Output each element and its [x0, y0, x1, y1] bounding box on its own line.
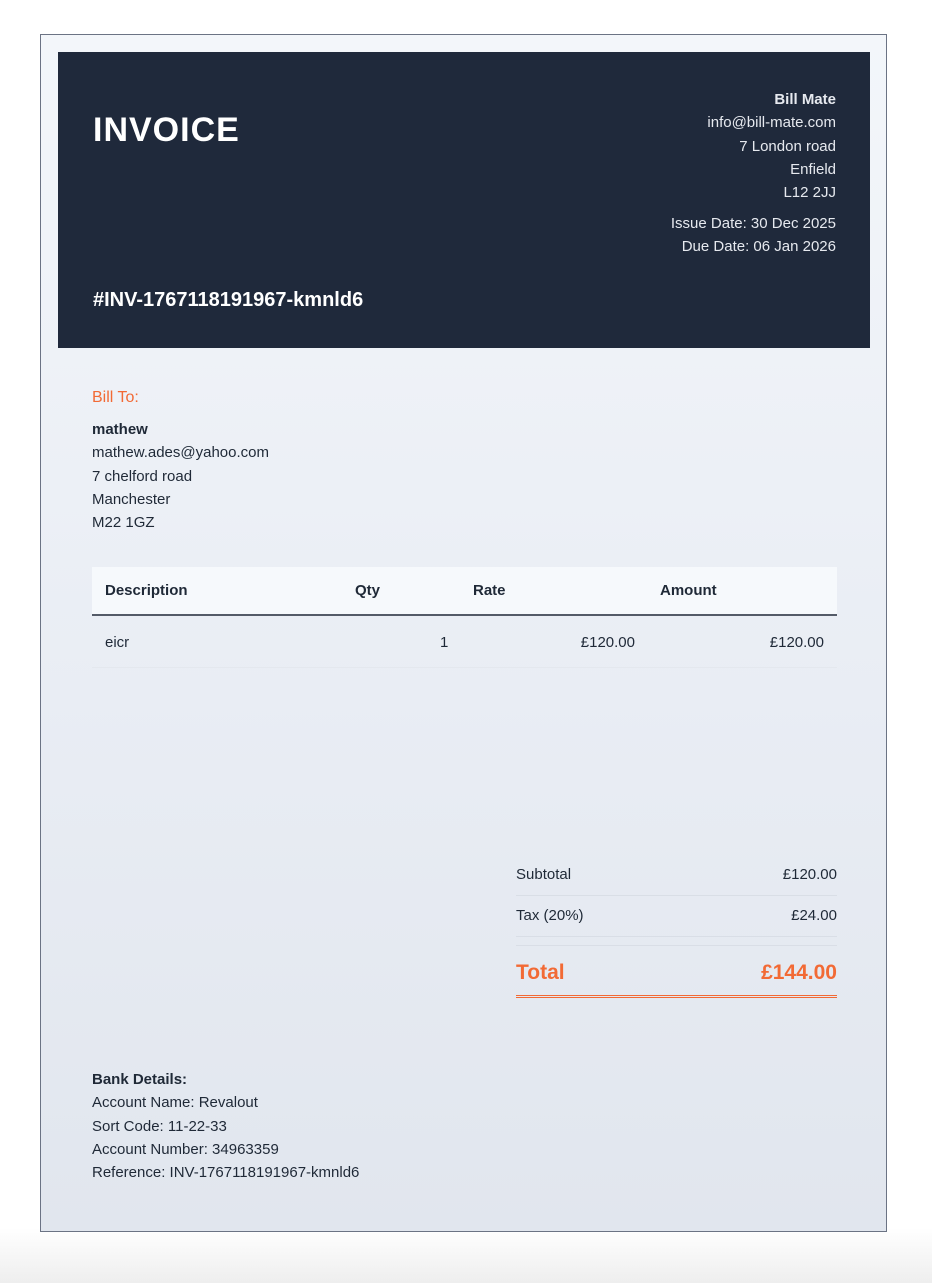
row-qty: 1 — [440, 634, 449, 651]
bill-to-label: Bill To: — [92, 389, 139, 406]
company-name: Bill Mate — [774, 91, 836, 108]
total-label: Total — [516, 961, 565, 984]
header-rate: Rate — [473, 582, 506, 599]
row-rate: £120.00 — [580, 634, 635, 651]
line-items-table — [92, 567, 837, 668]
company-address: 7 London road — [739, 137, 836, 155]
bank-reference: Reference: INV-1767118191967-kmnld6 — [92, 1164, 360, 1182]
bank-account-name: Account Name: Revalout — [92, 1094, 258, 1112]
invoice-header — [58, 52, 870, 348]
total-row — [516, 946, 837, 998]
company-city: Enfield — [790, 160, 836, 178]
bank-account-number: Account Number: 34963359 — [92, 1140, 279, 1158]
bill-to-details — [92, 418, 269, 534]
client-postcode: M22 1GZ — [92, 514, 155, 532]
row-amount: £120.00 — [769, 634, 824, 651]
header-amount: Amount — [660, 582, 717, 599]
subtotal-value: £120.00 — [782, 866, 837, 883]
bank-sort-code: Sort Code: 11-22-33 — [92, 1117, 227, 1135]
client-city: Manchester — [92, 490, 171, 508]
invoice-page — [40, 34, 887, 1232]
company-email: info@bill-mate.com — [707, 114, 836, 132]
issue-date: Issue Date: 30 Dec 2025 — [670, 215, 836, 232]
header-qty: Qty — [355, 582, 381, 599]
client-email: mathew.ades@yahoo.com — [92, 444, 269, 462]
tax-value: £24.00 — [791, 907, 837, 924]
tax-row — [516, 896, 837, 937]
due-date: Due Date: 06 Jan 2026 — [681, 238, 836, 255]
window-bottom-shadow — [0, 1228, 932, 1283]
subtotal-row — [516, 855, 837, 896]
bank-details-title: Bank Details: — [92, 1071, 188, 1088]
row-description: eicr — [105, 634, 130, 651]
header-description: Description — [105, 582, 188, 599]
totals-section — [516, 855, 837, 998]
invoice-number: #INV-1767118191967-kmnld6 — [93, 289, 364, 311]
total-value: £144.00 — [761, 961, 837, 984]
table-header — [92, 567, 837, 616]
company-details — [707, 88, 836, 204]
invoice-dates — [671, 212, 836, 258]
tax-label: Tax (20%) — [516, 907, 584, 924]
invoice-title: INVOICE — [93, 111, 240, 149]
client-address: 7 chelford road — [92, 467, 193, 485]
table-row — [92, 616, 837, 668]
subtotal-label: Subtotal — [516, 866, 572, 883]
company-postcode: L12 2JJ — [783, 184, 836, 202]
totals-divider — [516, 937, 837, 946]
bank-details — [92, 1068, 359, 1184]
client-name: mathew — [92, 421, 148, 438]
